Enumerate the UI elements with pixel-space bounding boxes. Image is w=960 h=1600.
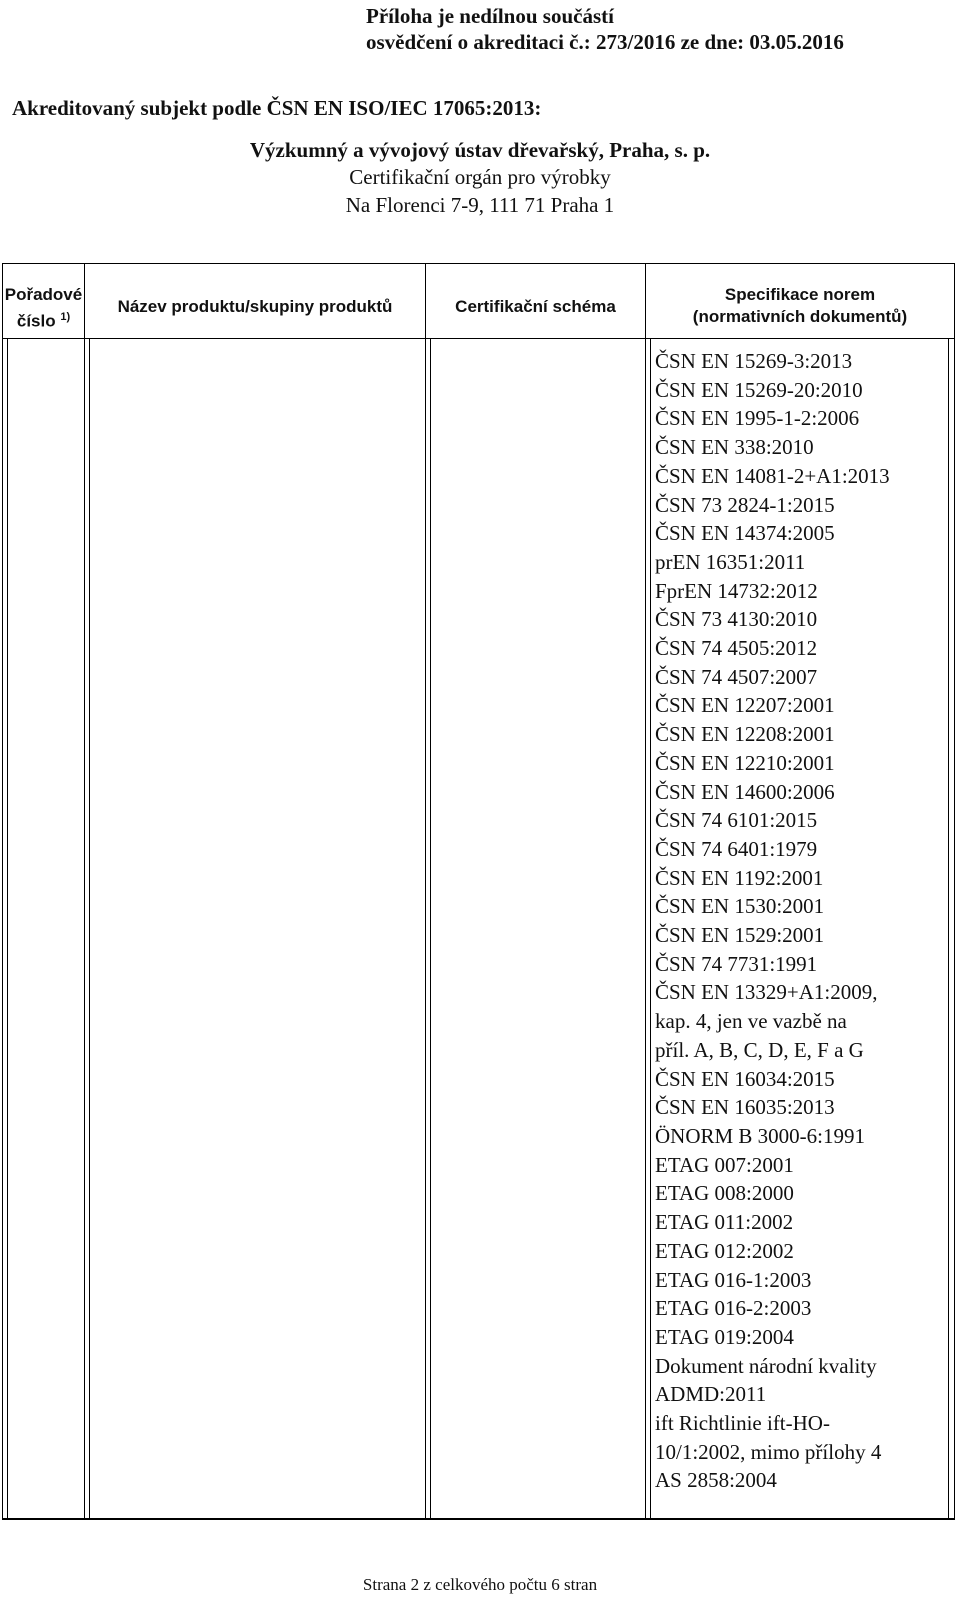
standard-item: ETAG 019:2004 — [655, 1324, 794, 1349]
standard-item: ČSN EN 1192:2001 — [655, 865, 824, 890]
standard-item: ČSN EN 16035:2013 — [655, 1095, 835, 1120]
standard-item: ČSN EN 14081-2+A1:2013 — [655, 463, 890, 488]
standard-item: ČSN EN 12208:2001 — [655, 722, 835, 747]
standard-item: Dokument národní kvality — [655, 1353, 877, 1378]
table-bottom-border — [2, 1518, 955, 1520]
standard-item: ČSN EN 12210:2001 — [655, 750, 835, 775]
standard-item: prEN 16351:2011 — [655, 549, 806, 574]
page-number-footer: Strana 2 z celkového počtu 6 stran — [362, 1575, 598, 1594]
standard-item: ETAG 008:2000 — [655, 1181, 794, 1206]
organization-name: Výzkumný a vývojový ústav dřevařský, Praha, s. p. — [249, 138, 711, 162]
standard-item: ČSN EN 338:2010 — [655, 435, 814, 460]
table-header-border — [2, 338, 955, 339]
annex-title-line2: osvědčení o akreditaci č.: 273/2016 ze dne: 03.05.2016 — [366, 30, 844, 54]
standard-item: ČSN EN 1529:2001 — [655, 923, 825, 948]
standard-item: AS 2858:2004 — [655, 1468, 777, 1493]
standards-list — [655, 347, 955, 1495]
standard-item: FprEN 14732:2012 — [655, 578, 818, 603]
column-separator-2 — [425, 263, 426, 1520]
column-header-certification-scheme: Certifikační schéma — [455, 297, 616, 316]
standard-item: ETAG 011:2002 — [655, 1210, 794, 1235]
annex-title-line1: Příloha je nedílnou součástí — [366, 4, 614, 28]
standard-item: ČSN 74 4507:2007 — [655, 664, 818, 689]
standard-item: ČSN EN 13329+A1:2009, — [655, 980, 878, 1005]
column-separator-3-inner — [650, 338, 651, 1520]
standard-item: ČSN 74 7731:1991 — [655, 951, 818, 976]
standard-item: ČSN 74 6401:1979 — [655, 836, 818, 861]
standard-item: ČSN 74 4505:2012 — [655, 636, 818, 661]
standard-item: ČSN 73 4130:2010 — [655, 607, 818, 632]
standard-item: ČSN EN 16034:2015 — [655, 1066, 835, 1091]
standard-item: ETAG 012:2002 — [655, 1238, 794, 1263]
standard-item: ČSN EN 15269-3:2013 — [655, 349, 853, 373]
standard-item: ift Richtlinie ift-HO- — [655, 1411, 830, 1436]
standard-item: ETAG 007:2001 — [655, 1152, 794, 1177]
column-header-order-number-line1: Pořadové — [4, 285, 83, 304]
column-header-order-number — [3, 284, 84, 333]
standard-item: ČSN EN 14374:2005 — [655, 521, 835, 546]
standard-item: ETAG 016-2:2003 — [655, 1296, 812, 1321]
column-header-standards-line2: (normativních dokumentů) — [692, 307, 908, 326]
standard-item: ČSN 74 6101:2015 — [655, 808, 818, 833]
column-header-product-name: Název produktu/skupiny produktů — [117, 297, 393, 316]
table-top-border — [2, 263, 955, 264]
standard-item: příl. A, B, C, D, E, F a G — [655, 1037, 864, 1062]
column-header-order-number-line2-wrap — [3, 306, 84, 333]
standard-item: ETAG 016-1:2003 — [655, 1267, 812, 1292]
column-header-order-number-line2: číslo — [16, 311, 56, 331]
standard-item: ČSN EN 12207:2001 — [655, 693, 835, 718]
standard-item: ČSN EN 14600:2006 — [655, 779, 835, 804]
column-header-standards-line1: Specifikace norem — [724, 285, 876, 304]
column-separator-3 — [645, 263, 646, 1520]
accredited-subject-label: Akreditovaný subjekt podle ČSN EN ISO/IEC 17065:2013: — [12, 96, 542, 120]
standard-item: ČSN 73 2824-1:2015 — [655, 492, 835, 517]
standard-item: ČSN EN 15269-20:2010 — [655, 377, 863, 402]
column-header-standards — [646, 284, 954, 328]
column-separator-1 — [84, 263, 85, 1520]
table-left-inner-border — [7, 338, 8, 1520]
footnote-marker: 1) — [60, 311, 71, 323]
column-separator-1-inner — [89, 338, 90, 1520]
standard-item: ČSN EN 1530:2001 — [655, 894, 825, 919]
standard-item: ČSN EN 1995-1-2:2006 — [655, 406, 860, 431]
table-left-border — [2, 263, 3, 1520]
certification-body-name: Certifikační orgán pro výrobky — [349, 165, 611, 189]
standard-item: 10/1:2002, mimo přílohy 4 — [655, 1439, 882, 1464]
standard-item: kap. 4, jen ve vazbě na — [655, 1009, 847, 1034]
organization-address: Na Florenci 7-9, 111 71 Praha 1 — [345, 193, 615, 217]
standard-item: ADMD:2011 — [655, 1382, 767, 1407]
column-separator-2-inner — [430, 338, 431, 1520]
standard-item: ÖNORM B 3000-6:1991 — [655, 1123, 866, 1148]
